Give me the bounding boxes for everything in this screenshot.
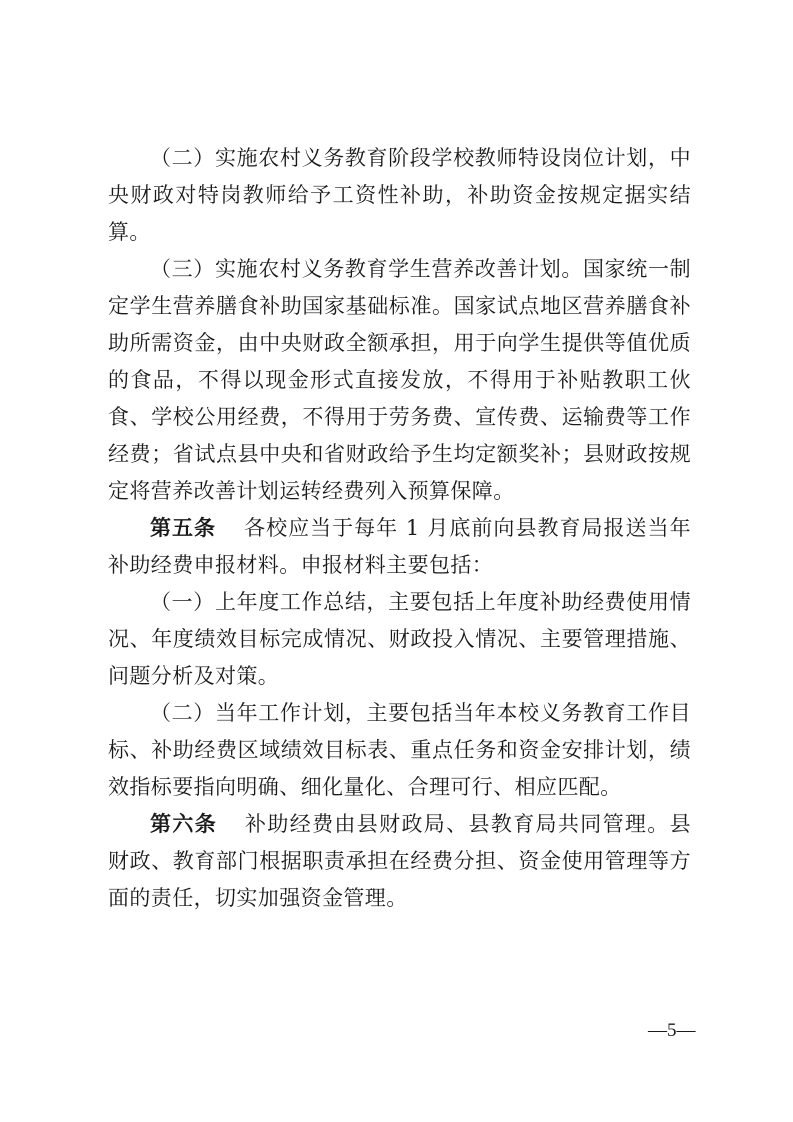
page-number: —5— [648, 1020, 696, 1041]
body-text [108, 140, 691, 917]
paragraph-text: 补助经费由县财政局、县教育局共同管理。县财政、教育部门根据职责承担在经费分担、资金使用管理等方面的责任，切实加强资金管理。 [108, 812, 692, 910]
paragraph-text: （三）实施农村义务教育学生营养改善计划。国家统一制定学生营养膳食补助国家基础标准。国家试点地区营养膳食补助所需资金，由中央财政全额承担，用于向学生提供等值优质的食品，不得以现金形式直接发放，不得用于补贴教职工伙食、学校公用经费，不得用于劳务费、宣传费、运输费等工作经费；省试点县中央和省财政给予生均定额奖补；县财政按规定将营养改善计划运转经费列入预算保障。 [108, 257, 691, 503]
paragraph-text: （一）上年度工作总结，主要包括上年度补助经费使用情况、年度绩效目标完成情况、财政投入情况、主要管理措施、问题分析及对策。 [108, 590, 691, 688]
paragraph-text: 各校应当于每年 1 月底前向县教育局报送当年补助经费申报材料。申报材料主要包括： [108, 516, 691, 577]
paragraph-article-5 [108, 510, 691, 584]
paragraph-text: （二）实施农村义务教育阶段学校教师特设岗位计划，中央财政对特岗教师给予工资性补助，补助资金按规定据实结算。 [108, 146, 691, 244]
paragraph-text: （二）当年工作计划，主要包括当年本校义务教育工作目标、补助经费区域绩效目标表、重点任务和资金安排计划，绩效指标要指向明确、细化量化、合理可行、相应匹配。 [108, 701, 691, 799]
paragraph-nutrition-plan [108, 251, 691, 510]
article-number: 第五条 [150, 516, 217, 540]
paragraph-subsidy-teachers [108, 140, 691, 251]
article-number: 第六条 [150, 812, 218, 836]
paragraph-article-6 [108, 806, 691, 917]
paragraph-annual-summary [108, 584, 691, 695]
paragraph-work-plan [108, 695, 691, 806]
